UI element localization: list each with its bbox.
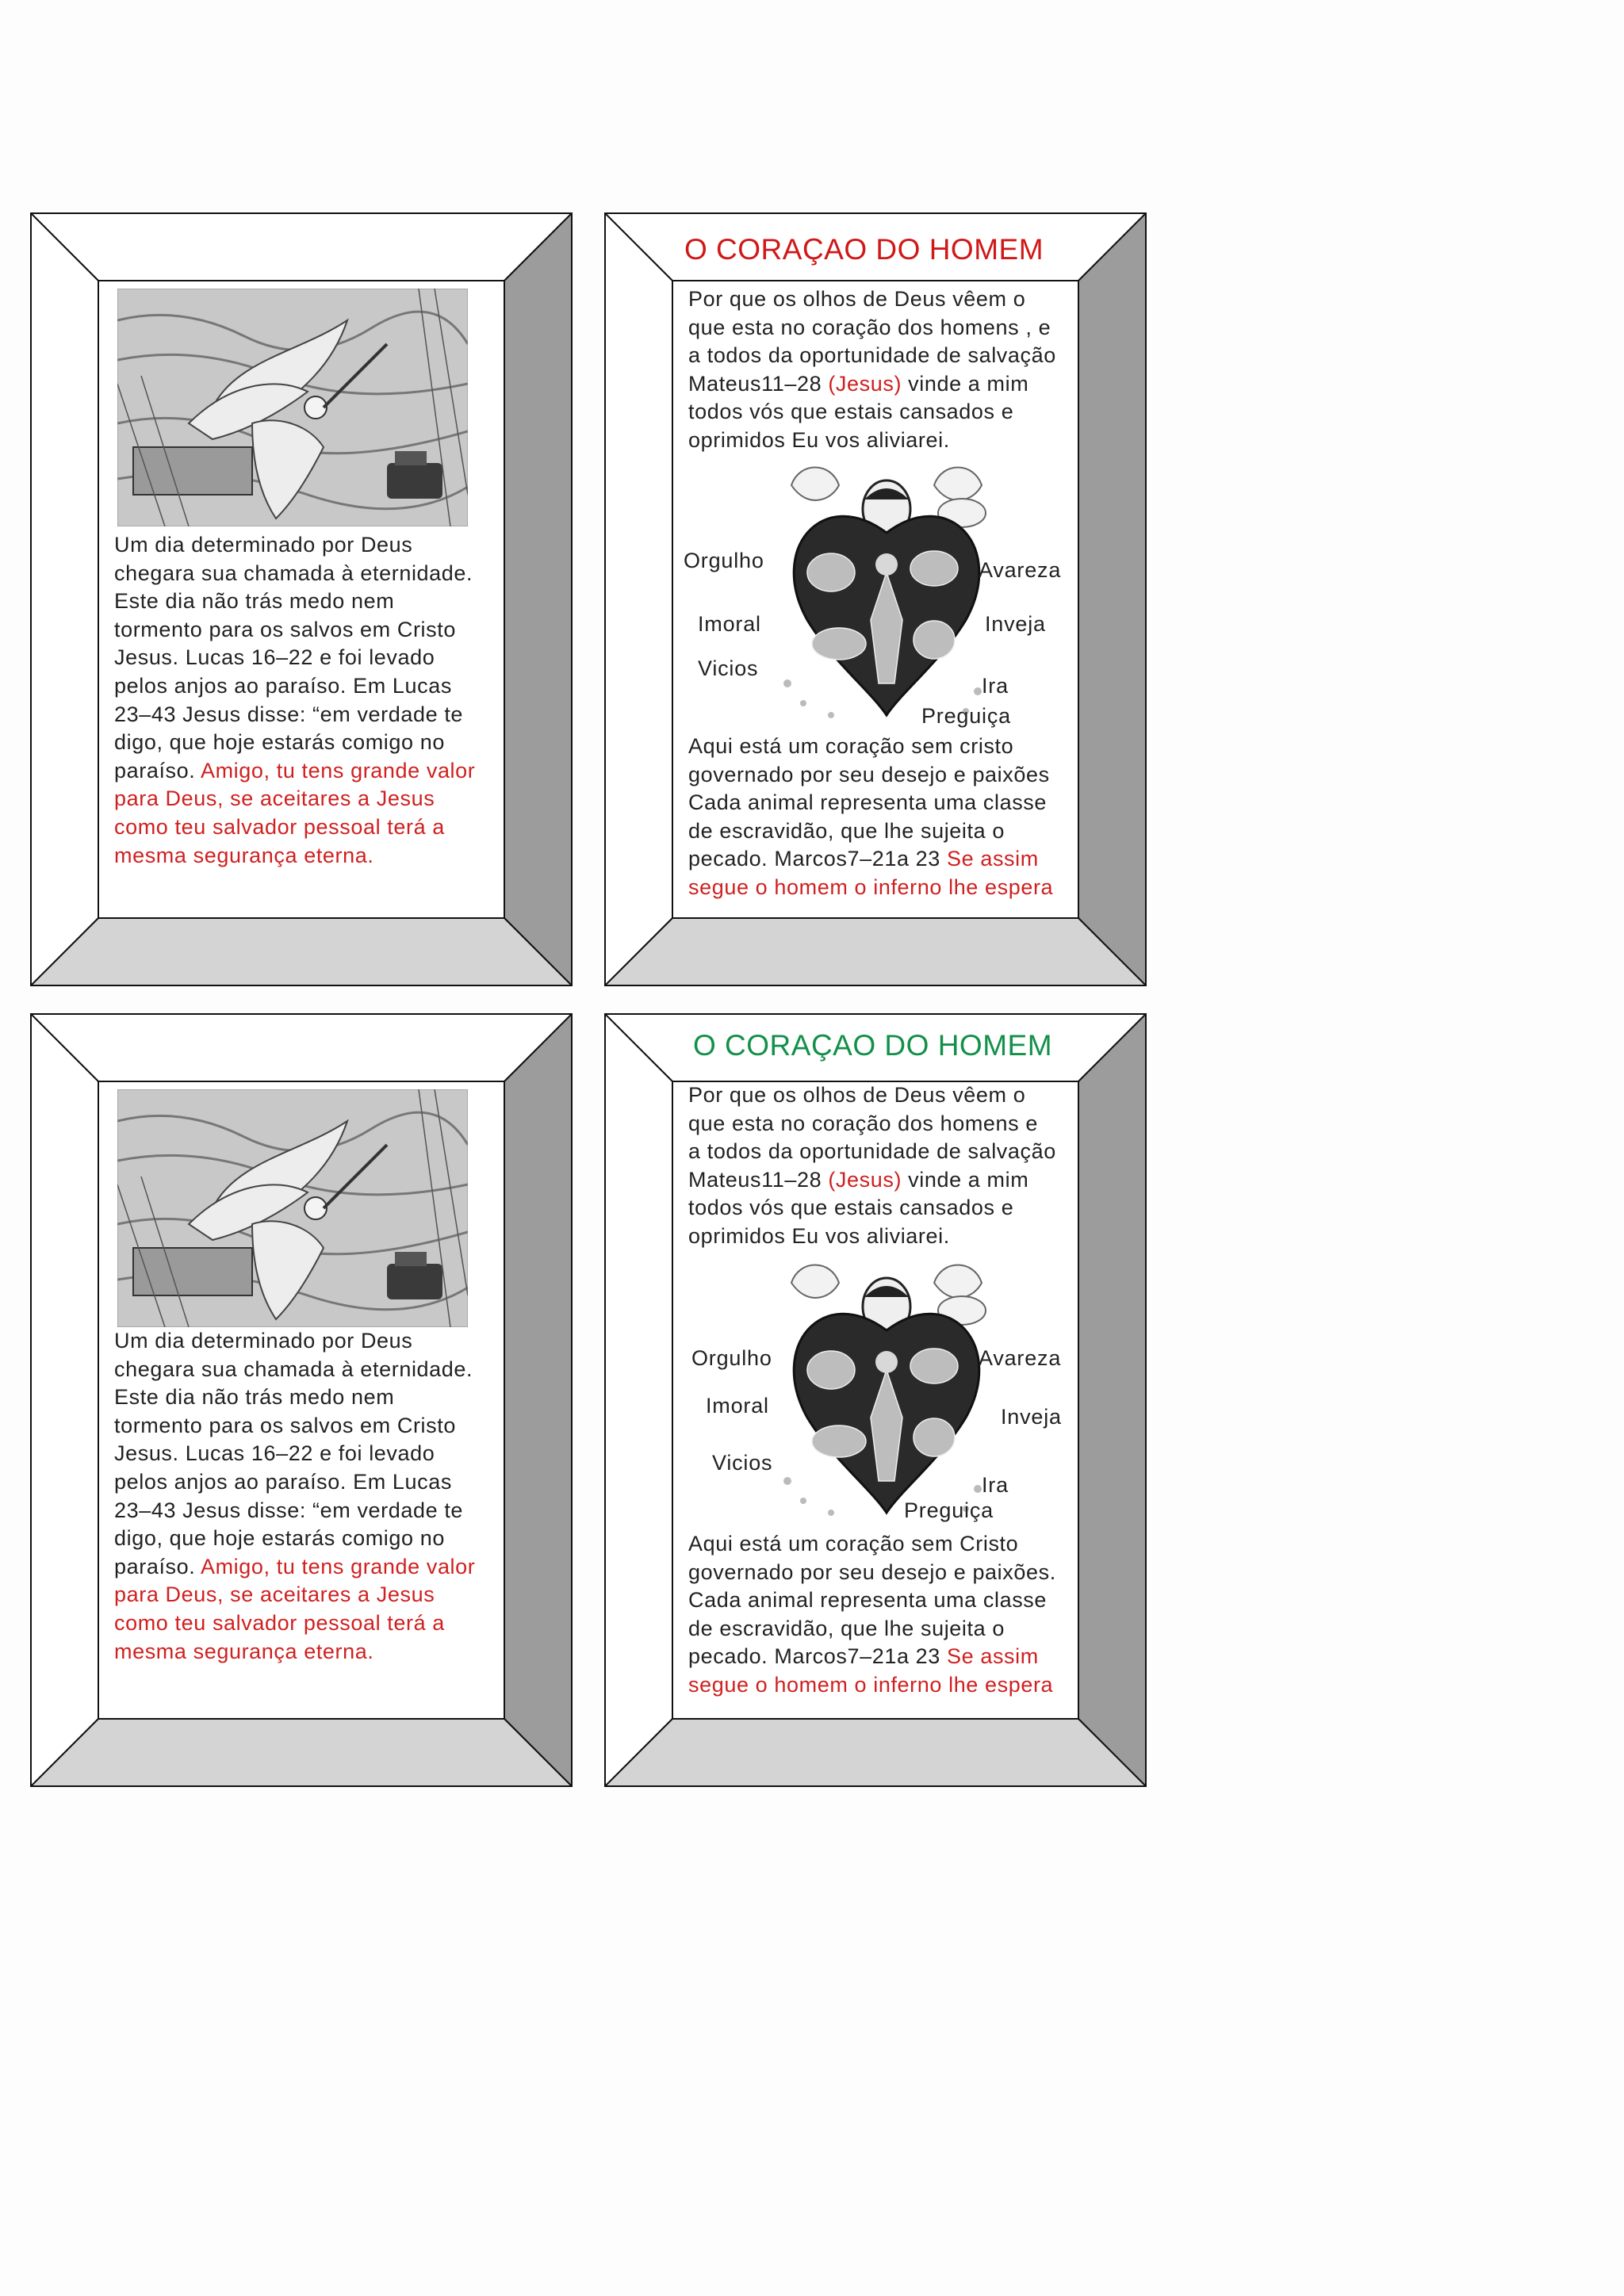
angel-illustration [117,289,468,526]
angel-text [114,1327,495,1666]
label-avareza: Avareza [979,558,1062,582]
card-content [98,281,504,918]
label-vicios: Vicios [712,1451,773,1475]
heart-illustration [776,453,998,726]
label-inveja: Inveja [985,612,1046,636]
heart-card-top [604,212,1147,986]
outro-text-red: Se assim segue o homem o inferno lhe espera [688,847,1054,899]
angel-text-black: Um dia determinado por Deus chegara sua chamada à eternidade. Este dia não trás medo nem tormento para os salvos em Cristo Jesus. Lucas 16–22 e foi levado pelos anjos ao paraíso. Em Lucas 23–43 Jesus disse: “em verdade te digo, que hoje estarás comigo no paraíso. [114,533,473,783]
outro-text-red: Se assim segue o homem o inferno lhe espera [688,1644,1054,1697]
intro-text-b: vinde a mim todos vós que estais cansados e oprimidos Eu vos aliviarei. [688,371,1029,452]
intro-text [688,1081,1077,1251]
card-title: O CORAÇAO DO HOMEM [684,233,1044,266]
card-content [672,281,1078,918]
label-avareza: Avareza [979,1346,1062,1370]
intro-text [688,285,1077,455]
label-inveja: Inveja [1001,1405,1062,1429]
outro-text-black: Aqui está um coração sem cristo governado por seu desejo e paixões Cada animal representa uma classe de escravidão, que lhe sujeita o pecado. Marcos7–21a 23 [688,734,1050,871]
card-content [98,1081,504,1719]
label-ira: Ira [982,1473,1009,1497]
heart-illustration [776,1251,998,1524]
angel-text-red: Amigo, tu tens grande valor para Deus, se aceitares a Jesus como teu salvador pessoal terá a mesma segurança eterna. [114,1554,476,1663]
outro-text [688,733,1077,902]
card-content [672,1081,1078,1719]
label-orgulho: Orgulho [684,549,764,572]
verse-ref: (Jesus) [828,1167,902,1192]
label-imoral: Imoral [698,612,761,636]
verse-ref: (Jesus) [828,371,902,396]
outro-text-black: Aqui está um coração sem Cristo governado por seu desejo e paixões. Cada animal representa uma classe de escravidão, que lhe sujeita o pecado. Marcos7–21a 23 [688,1532,1056,1669]
heart-card-bottom [604,1013,1147,1787]
label-preguica: Preguiça [904,1498,994,1522]
label-imoral: Imoral [706,1394,769,1418]
label-ira: Ira [982,674,1009,698]
angel-text-red: Amigo, tu tens grande valor para Deus, se aceitares a Jesus como teu salvador pessoal terá a mesma segurança eterna. [114,758,476,867]
angel-text-black: Um dia determinado por Deus chegara sua chamada à eternidade. Este dia não trás medo nem tormento para os salvos em Cristo Jesus. Lucas 16–22 e foi levado pelos anjos ao paraíso. Em Lucas 23–43 Jesus disse: “em verdade te digo, que hoje estarás comigo no paraíso. [114,1329,473,1578]
intro-text-a: Por que os olhos de Deus vêem o que esta no coração dos homens e a todos da oportunidade de salvação Mateus11–28 [688,1083,1056,1192]
label-vicios: Vicios [698,656,759,680]
outro-text [688,1530,1077,1700]
label-preguica: Preguiça [921,704,1011,728]
intro-text-a: Por que os olhos de Deus vêem o que esta no coração dos homens , e a todos da oportunidade de salvação Mateus11–28 [688,287,1056,396]
angel-card-top [30,212,573,986]
angel-text [114,531,495,870]
label-orgulho: Orgulho [691,1346,772,1370]
intro-text-b: vinde a mim todos vós que estais cansados e oprimidos Eu vos aliviarei. [688,1167,1029,1248]
angel-card-bottom [30,1013,573,1787]
angel-illustration [117,1089,468,1327]
card-title: O CORAÇAO DO HOMEM [693,1029,1053,1062]
